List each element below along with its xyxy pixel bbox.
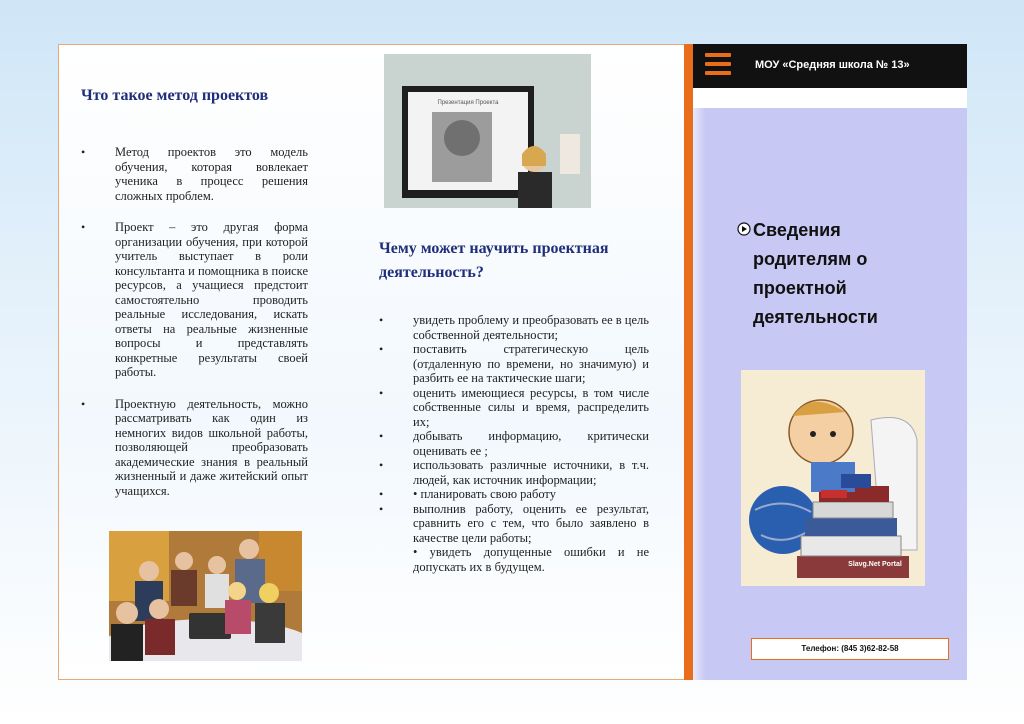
image-watermark: Slavg.Net Portal <box>848 561 902 568</box>
list-item: • Проект – это другая форма организации обучения, при которой учитель выступает в роли консультанта и помощника в поиске ресурсов, а учащиеся предстоит самостоятельно проводить реальные исследования, искать ответы на реальные жизненные вопросы и представлять конкретные результаты своей работы. <box>81 220 308 379</box>
method-list <box>81 145 308 515</box>
list-item: • Проектную деятельность, можно рассматривать как один из немногих видов школьной работы, позволяющей преобразовать академические знания в реальный жизненный и даже житейский опыт учащихся. <box>81 396 308 498</box>
list-item: • использовать различные источники, в т.ч. людей, как источник информации; <box>379 458 649 487</box>
students-photo <box>109 531 302 661</box>
school-name: МОУ «Средняя школа № 13» <box>755 59 910 71</box>
list-item: • оценить имеющиеся ресурсы, в том числе собственные силы и время, распределить их; <box>379 385 649 429</box>
student-illustration-graphic <box>741 370 925 586</box>
play-bullet-icon <box>737 222 751 236</box>
cover-panel <box>693 44 967 680</box>
list-item: • увидеть проблему и преобразовать ее в цель собственной деятельности; <box>379 313 649 342</box>
phone-number: Телефон: (845 3)62-82-58 <box>751 638 949 660</box>
inner-pages <box>58 44 685 680</box>
brochure-page <box>58 44 967 680</box>
list-item: • поставить стратегическую цель (отдаленную по времени, но значимую) и разбить ее на тактические шаги; <box>379 342 649 385</box>
cover-title: Сведения родителям о проектной деятельности <box>753 220 878 327</box>
cover-header <box>693 44 967 88</box>
presentation-photo <box>384 54 591 208</box>
cover-edge <box>693 108 705 680</box>
list-item: • выполнив работу, оценить ее результат, сравнить его с тем, что было заявлено в качестве цели работы; • увидеть допущенные ошибки и не допускать их в будущем. <box>379 501 649 574</box>
screen-caption: Презентация Проекта <box>437 100 499 106</box>
student-illustration <box>741 370 925 586</box>
list-item: • • планировать свою работу <box>379 487 556 501</box>
presentation-photo-graphic <box>384 54 591 208</box>
fold-divider <box>684 44 693 680</box>
method-heading: Что такое метод проектов <box>81 87 269 104</box>
list-item: • добывать информацию, критически оценивать ее ; <box>379 429 649 458</box>
students-photo-graphic <box>109 531 302 661</box>
learning-list <box>379 313 649 574</box>
learning-heading: Чему может научить проектная деятельность? <box>379 240 609 281</box>
menu-icon <box>705 53 731 77</box>
list-item: • Метод проектов это модель обучения, которая вовлекает ученика в процесс решения сложных проблем. <box>81 145 308 203</box>
